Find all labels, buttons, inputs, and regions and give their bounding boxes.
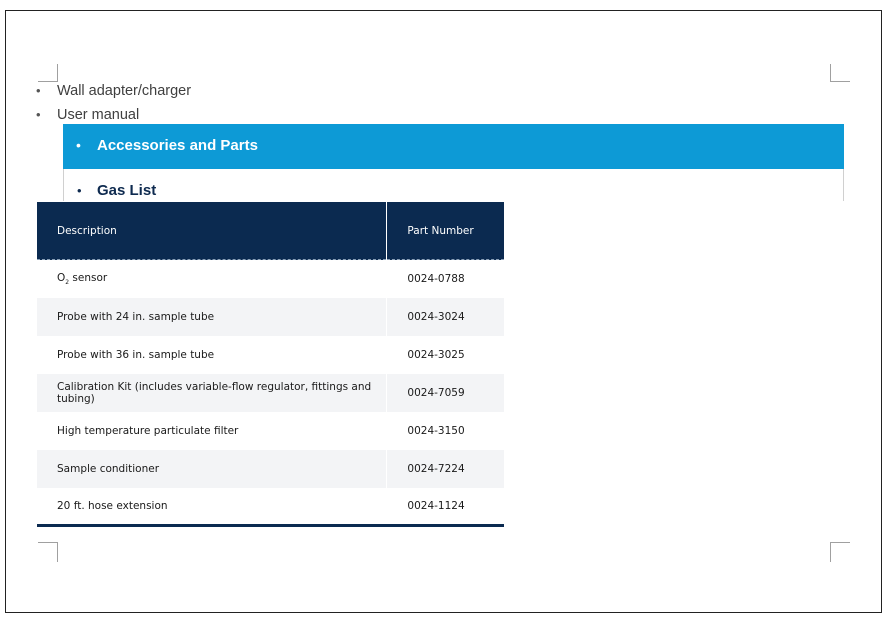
column-header-part-number[interactable]: Part Number [387,202,504,260]
cell-description: Probe with 24 in. sample tube [37,298,387,336]
crop-mark-bottom-left [38,542,58,562]
gas-list-heading[interactable] [63,169,844,201]
table-row[interactable] [37,450,504,488]
column-header-description[interactable]: Description [37,202,387,260]
list-item-text: User manual [57,107,140,123]
table-row[interactable] [37,298,504,336]
list-item[interactable] [36,80,191,104]
cell-description: Calibration Kit (includes variable-flow regulator, fittings and tubing) [37,374,387,412]
cell-description: 20 ft. hose extension [37,488,387,526]
table-row[interactable] [37,260,504,298]
cell-description: High temperature particulate filter [37,412,387,450]
crop-mark-bottom-right [830,542,850,562]
cell-description: Probe with 36 in. sample tube [37,336,387,374]
cell-description [37,260,387,298]
cell-description: Sample conditioner [37,450,387,488]
bullet-icon: • [36,107,41,122]
accessories-heading[interactable] [63,124,844,169]
cell-part-number: 0024-7059 [387,374,504,412]
cell-part-number: 0024-0788 [387,260,504,298]
cell-description-text-rest: sensor [69,271,108,284]
table-header-row [37,202,504,260]
cell-part-number: 0024-1124 [407,499,465,512]
list-item-text: Wall adapter/charger [57,83,192,99]
bullet-icon: • [77,183,82,198]
table-row[interactable] [37,374,504,412]
cell-description-text: O [57,271,66,284]
cell-part-number: 0024-3025 [407,348,465,361]
bullet-list [36,80,191,128]
table-row[interactable] [37,336,504,374]
crop-mark-top-right [830,64,850,82]
subscript-text: 2 [65,278,70,286]
gas-list-heading-text: Gas List [97,182,157,199]
cell-part-number: 0024-7224 [387,450,504,488]
table-row[interactable] [37,488,504,526]
bullet-icon: • [36,83,41,98]
cell-part-number: 0024-3024 [387,298,504,336]
table-row[interactable] [37,412,504,450]
accessories-heading-text: Accessories and Parts [97,137,258,154]
parts-table [37,202,504,527]
bullet-icon: • [76,137,81,153]
cell-part-number: 0024-3150 [407,424,465,437]
